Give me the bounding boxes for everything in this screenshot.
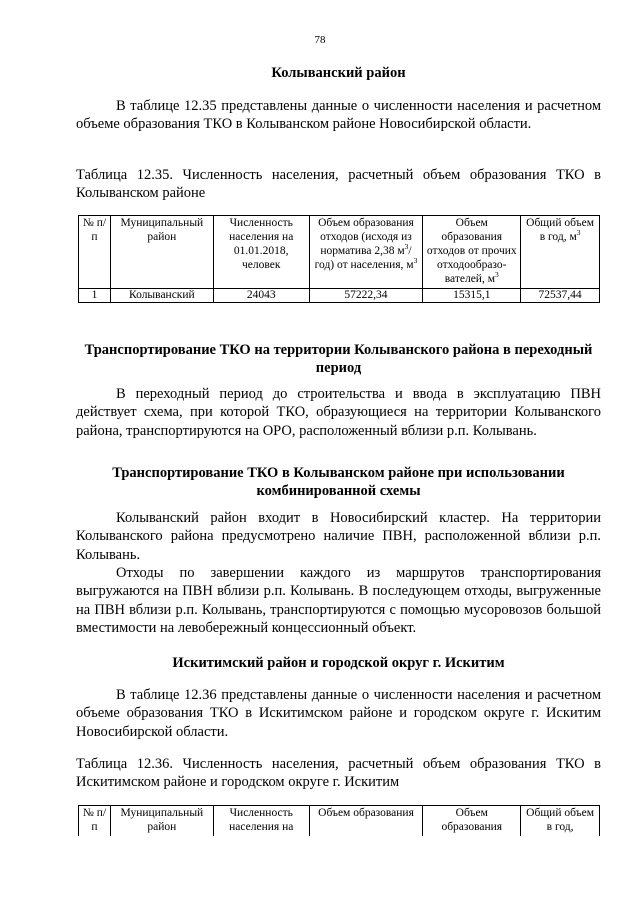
section-heading-kolyvan: Колыванский район	[271, 65, 406, 81]
header-volume-other	[423, 216, 521, 289]
cell-municipality: Колыванский	[110, 288, 213, 302]
page-number: 78	[314, 34, 326, 46]
cell-total: 72537,44	[521, 288, 600, 302]
table-12-36	[78, 805, 600, 836]
section-heading-iskitim: Искитимский район и городской округ г. Искитим	[172, 655, 505, 671]
header-num: № п/п	[79, 216, 111, 289]
superscript: 3	[495, 269, 499, 279]
superscript: 3	[576, 228, 581, 238]
paragraph-iskitim-intro: В таблице 12.36 представлены данные о численности населения и расчетном объеме образования ТКО в Искитимском районе и городском округе г. Искитим Новосибирской области.	[76, 687, 601, 740]
cell-num: 1	[79, 288, 111, 302]
header-volume-other: Объем образования	[423, 806, 521, 836]
header-municipality: Муниципальный район	[110, 806, 213, 836]
superscript: 3	[404, 241, 409, 251]
header-total	[521, 216, 600, 289]
section-heading-transport-combined: Транспортирование ТКО в Колыванском районе при использовании комбинированной схемы	[112, 465, 565, 499]
table-caption-12-36: Таблица 12.36. Численность населения, расчетный объем образования ТКО в Искитимском районе и городском округе г. Искитим	[76, 756, 601, 791]
header-volume-norm	[309, 216, 423, 289]
superscript: 3	[413, 255, 418, 265]
header-total: Общий объем в год,	[521, 806, 600, 836]
header-population: Численность населения на 01.01.2018, человек	[213, 216, 309, 289]
header-municipality: Муниципальный район	[110, 216, 213, 289]
table-12-35	[78, 215, 600, 303]
paragraph-transport-transition: В переходный период до строительства и ввода в эксплуатацию ПВН действует схема, при которой ТКО, образующиеся на территории Колыванского района, транспортируются на ОРО, расположенный вблизи р.п. Колывань.	[76, 386, 601, 439]
section-heading-transport-transition: Транспортирование ТКО на территории Колыванского района в переходный период	[84, 342, 593, 376]
header-population: Численность населения на	[213, 806, 309, 836]
header-volume-norm-a: Объем образования отходов (исходя из норматива 2,38 м	[318, 217, 414, 257]
cell-volume-norm: 57222,34	[309, 288, 423, 302]
header-total-text: Общий объем в год, м	[526, 217, 594, 243]
header-volume-norm: Объем образования	[309, 806, 423, 836]
paragraph-transport-combined-1: Колыванский район входит в Новосибирский кластер. На территории Колыванского района предусмотрено наличие ПВН, расположенной вблизи р.п. Колывань.	[76, 510, 601, 563]
table-row	[79, 288, 600, 302]
cell-volume-other: 15315,1	[423, 288, 521, 302]
table-caption-12-35: Таблица 12.35. Численность населения, расчетный объем образования ТКО в Колыванском районе	[76, 167, 601, 202]
table-header-row	[79, 806, 600, 836]
header-volume-other-text: Объем образования отходов от прочих отходообразо-вателей, м	[426, 217, 517, 285]
table-header-row	[79, 216, 600, 289]
paragraph-kolyvan-intro: В таблице 12.35 представлены данные о численности населения и расчетном объеме образования ТКО в Колыванском районе Новосибирской области.	[76, 98, 601, 133]
paragraph-transport-combined-2: Отходы по завершении каждого из маршрутов транспортирования выгружаются на ПВН вблизи р.п. Колывань. В последующем отходы, выгруженные на ПВН вблизи р.п. Колывань, транспортируются с помощью мусоровозов большой вместимости на левобережный концессионный объект.	[76, 565, 601, 636]
header-volume-norm-b: /год) от населения, м	[314, 244, 414, 271]
cell-population: 24043	[213, 288, 309, 302]
header-num: № п/п	[79, 806, 111, 836]
